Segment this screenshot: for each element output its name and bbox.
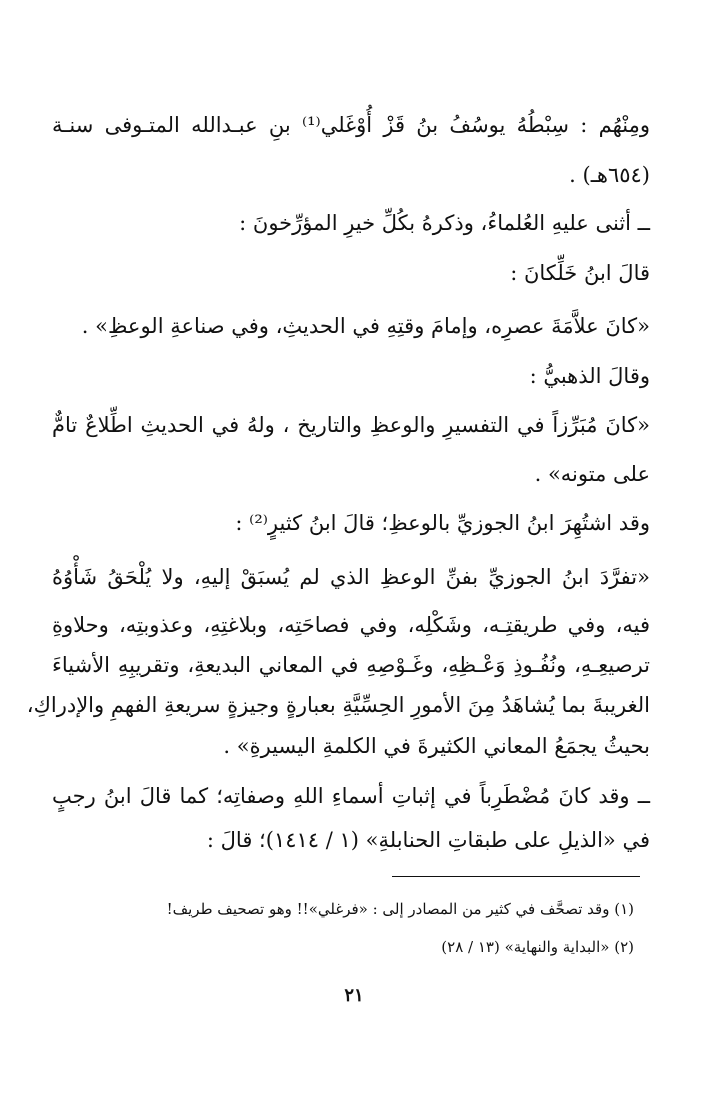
footnote-divider (392, 876, 640, 877)
body-line-6: وقالَ الذهبيُّ : (529, 364, 650, 388)
body-line-12: ترصيعِـهِ، ونُفُـوذِ وَعْـظِهِ، وغَـوْصِهِ في المعاني البديعةِ، وتقريبِهِ الأشياءَ (52, 653, 650, 677)
page-number: ٢١ (344, 985, 364, 1006)
footnote-1: (١) وقد تصحَّف في كثير من المصادر إلى : «فرغلي»!! وهو تصحيف طريف! (166, 900, 634, 918)
body-line-10: «تفرَّدَ ابنُ الجوزيِّ بفنِّ الوعظِ الذي لم يُسبَقْ إليهِ، ولا يُلْحَقُ شَأْوُهُ (52, 565, 650, 589)
body-line-7: «كانَ مُبَرِّزاً في التفسيرِ والوعظِ والتاريخ ، ولهُ في الحديثِ اطِّلاعٌ تامٌّ (52, 413, 650, 437)
body-line-9: وقد اشتُهِرَ ابنُ الجوزيِّ بالوعظِ؛ قالَ ابنُ كثيرٍ⁽²⁾ : (235, 511, 650, 535)
body-line-13: الغريبةَ بما يُشاهَدُ مِنَ الأمورِ الحِسِّيَّةِ بعبارةٍ وجيزةٍ سريعةِ الفهمِ والإدراكِ، (26, 693, 650, 717)
body-line-14: بحيثُ يجمَعُ المعاني الكثيرةَ في الكلمةِ اليسيرةِ» . (223, 734, 650, 758)
body-line-2: (٦٥٤هـ) . (569, 163, 650, 187)
body-line-4: قالَ ابنُ خَلِّكانَ : (510, 261, 650, 285)
body-line-1: ومِنْهُم : سِبْطُهُ يوسُفُ بنُ قَزْ أُوْغَلي⁽¹⁾ بنِ عبـدالله المتـوفى سنـة (52, 113, 651, 137)
body-line-16: في «الذيلِ على طبقاتِ الحنابلةِ» (١ / ١٤١٤)؛ قالَ : (206, 828, 650, 852)
body-line-11: فيه، وفي طريقتِـه، وشَكْلِه، وفي فصاحَتِه، وبلاغتِهِ، وعذوبتِه، وحلاوةِ (52, 613, 650, 637)
footnote-2: (٢) «البداية والنهاية» (١٣ / ٢٨) (441, 938, 634, 956)
body-line-15: ــ وقد كانَ مُضْطَرِباً في إثباتِ أسماءِ اللهِ وصفاتِه؛ كما قالَ ابنُ رجبٍ (52, 784, 650, 808)
body-line-3: ــ أثنى عليهِ العُلماءُ، وذكرهُ بكُلِّ خيرِ المؤرِّخونَ : (239, 211, 650, 235)
body-line-5: «كانَ علاَّمَةَ عصرِه، وإمامَ وقتِهِ في الحديثِ، وفي صناعةِ الوعظِ» . (81, 314, 650, 338)
body-line-8: على متونه» . (534, 462, 650, 486)
